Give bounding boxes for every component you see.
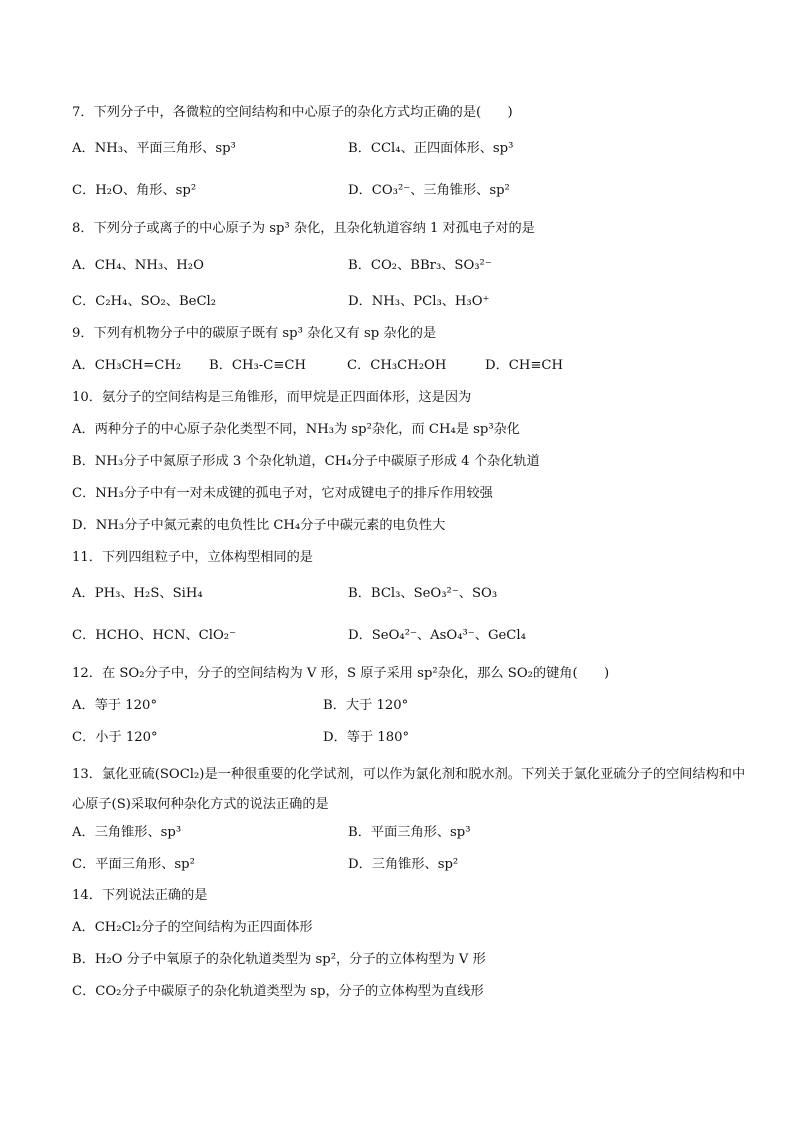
q11-option-b: B．BCl₃、SeO₃²⁻、SO₃ bbox=[348, 586, 498, 601]
q10-option-c: C．NH₃分子中有一对未成键的孤电子对，它对成键电子的排斥作用较强 bbox=[72, 486, 493, 501]
q7-option-d: D．CO₃²⁻、三角锥形、sp² bbox=[348, 183, 510, 198]
q7-option-c: C．H₂O、角形、sp² bbox=[72, 183, 197, 198]
q12-option-c: C．小于 120° bbox=[72, 730, 158, 745]
q11-option-d: D．SeO₄²⁻、AsO₄³⁻、GeCl₄ bbox=[348, 628, 526, 643]
q13-option-d: D．三角锥形、sp² bbox=[348, 857, 459, 872]
q8-option-d: D．NH₃、PCl₃、H₃O⁺ bbox=[348, 294, 490, 309]
q10-stem: 10．氨分子的空间结构是三角锥形，而甲烷是正四面体形，这是因为 bbox=[72, 390, 472, 405]
q14-stem: 14．下列说法正确的是 bbox=[72, 888, 208, 903]
q14-option-b: B．H₂O 分子中氧原子的杂化轨道类型为 sp²，分子的立体构型为 V 形 bbox=[72, 952, 486, 967]
q12-option-d: D．等于 180° bbox=[323, 730, 410, 745]
q8-option-c: C．C₂H₄、SO₂、BeCl₂ bbox=[72, 294, 217, 309]
q13-option-b: B．平面三角形、sp³ bbox=[348, 825, 471, 840]
q9-option-c: C．CH₃CH₂OH bbox=[347, 358, 447, 373]
q12-stem: 12．在 SO₂分子中，分子的空间结构为 V 形，S 原子采用 sp²杂化，那么 SO₂的键角( ) bbox=[72, 666, 610, 681]
q7-option-a: A．NH₃、平面三角形、sp³ bbox=[72, 141, 236, 156]
q9-option-b: B．CH₃-C≡CH bbox=[209, 358, 306, 373]
q13-option-a: A．三角锥形、sp³ bbox=[72, 825, 182, 840]
q9-stem: 9．下列有机物分子中的碳原子既有 sp³ 杂化又有 sp 杂化的是 bbox=[72, 326, 437, 341]
q11-option-c: C．HCHO、HCN、ClO₂⁻ bbox=[72, 628, 237, 643]
q12-option-b: B．大于 120° bbox=[323, 698, 409, 713]
q9-option-a: A．CH₃CH=CH₂ bbox=[72, 358, 182, 373]
q12-option-a: A．等于 120° bbox=[72, 698, 158, 713]
q10-option-a: A．两种分子的中心原子杂化类型不同，NH₃为 sp²杂化，而 CH₄是 sp³杂化 bbox=[72, 422, 520, 437]
q11-option-a: A．PH₃、H₂S、SiH₄ bbox=[72, 586, 203, 601]
q10-option-d: D．NH₃分子中氮元素的电负性比 CH₄分子中碳元素的电负性大 bbox=[72, 518, 446, 533]
q9-option-d: D．CH≡CH bbox=[485, 358, 563, 373]
q13-stem: 13．氯化亚硫(SOCl₂)是一种很重要的化学试剂，可以作为氯化剂和脱水剂。下列关于氯化亚硫分子的空间结构和中心原子(S)采取何种杂化方式的说法正确的是 bbox=[72, 767, 746, 812]
q10-option-b: B．NH₃分子中氮原子形成 3 个杂化轨道，CH₄分子中碳原子形成 4 个杂化轨道 bbox=[72, 454, 540, 469]
q11-stem: 11．下列四组粒子中，立体构型相同的是 bbox=[72, 550, 313, 565]
q13-option-c: C．平面三角形、sp² bbox=[72, 857, 195, 872]
q8-option-b: B．CO₂、BBr₃、SO₃²⁻ bbox=[348, 258, 492, 273]
q8-option-a: A．CH₄、NH₃、H₂O bbox=[72, 258, 204, 273]
q8-stem: 8．下列分子或离子的中心原子为 sp³ 杂化，且杂化轨道容纳 1 对孤电子对的是 bbox=[72, 221, 535, 236]
q7-stem: 7．下列分子中，各微粒的空间结构和中心原子的杂化方式均正确的是( ) bbox=[72, 105, 513, 120]
q14-option-a: A．CH₂Cl₂分子的空间结构为正四面体形 bbox=[72, 920, 313, 935]
q7-option-b: B．CCl₄、正四面体形、sp³ bbox=[348, 141, 514, 156]
q14-option-c: C．CO₂分子中碳原子的杂化轨道类型为 sp，分子的立体构型为直线形 bbox=[72, 984, 484, 999]
